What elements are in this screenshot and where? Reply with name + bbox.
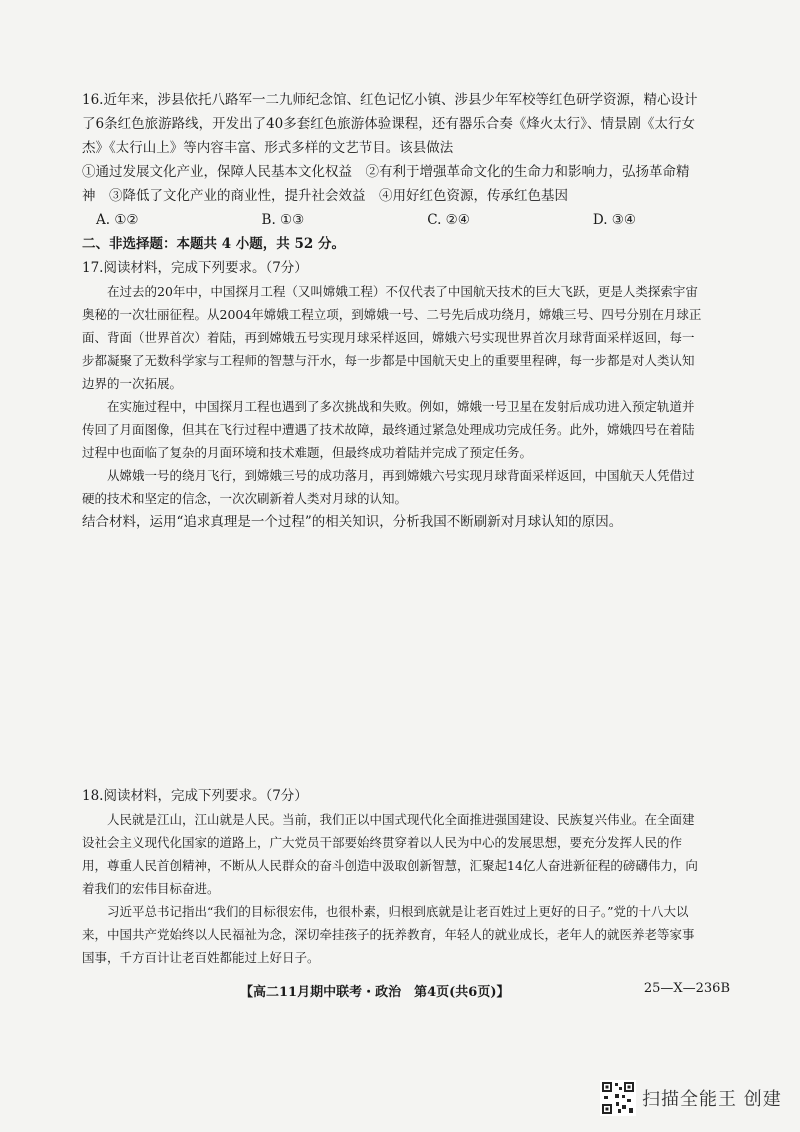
q17-material [82,280,702,510]
q18-stem: 18.阅读材料，完成下列要求。（7分） [82,788,308,804]
q18-paragraph: 习近平总书记指出“我们的目标很宏伟，也很朴素，归根到底就是让老百姓过上更好的日子。”党的十八大以来，中国共产党始终以人民福祉为念，深切牵挂孩子的抚养教育，年轻人的就业成长，老年人的就医养老等家事国事，千方百计让老百姓都能过上好日子。 [82,904,695,965]
scanner-watermark [600,1080,782,1116]
question-16 [82,88,702,232]
q16-option-c: C. ②④ [427,212,470,228]
q17-paragraph: 在过去的20年中，中国探月工程（又叫嫦娥工程）不仅代表了中国航天技术的巨大飞跃，更是人类探索宇宙奥秘的一次壮丽征程。从2004年嫦娥工程立项，到嫦娥一号、二号先后成功绕月，嫦娥三号、四号分别在月球正面、背面（世界首次）着陆，再到嫦娥五号实现月球采样返回，嫦娥六号实现世界首次月球背面采样返回，每一步都凝聚了无数科学家与工程师的智慧与汗水，每一步都是中国航天史上的重要里程碑，每一步都是对人类认知边界的一次拓展。 [82,284,702,391]
question-17 [82,256,702,534]
q16-option-d: D. ③④ [592,212,636,228]
q16-statements: ①通过发展文化产业，保障人民基本文化权益 ②有利于增强革命文化的生命力和影响力，弘扬革命精神 ③降低了文化产业的商业性，提升社会效益 ④用好红色资源，传承红色基因 [82,164,690,204]
q18-paragraph: 人民就是江山，江山就是人民。当前，我们正以中国式现代化全面推进强国建设、民族复兴伟业。在全面建设社会主义现代化国家的道路上，广大党员干部要始终贯穿着以人民为中心的发展思想，要充分发挥人民的作用，尊重人民首创精神，不断从人民群众的奋斗创造中汲取创新智慧，汇聚起14亿人奋进新征程的磅礴伟力，向着我们的宏伟目标奋进。 [82,812,698,896]
question-18 [82,784,702,969]
q17-question: 结合材料，运用“追求真理是一个过程”的相关知识，分析我国不断刷新对月球认知的原因。 [82,514,623,530]
page-footer [240,981,730,1000]
q17-stem: 17.阅读材料，完成下列要求。（7分） [82,260,308,276]
footer-code: 25—X—236B [643,981,730,996]
q16-option-a: A. ①② [96,212,139,228]
section-2-heading: 二、非选择题：本题共 4 小题，共 52 分。 [82,236,345,252]
watermark-text: 扫描全能王 创建 [642,1089,782,1110]
q16-stem: 16.近年来，涉县依托八路军一二九师纪念馆、红色记忆小镇、涉县少年军校等红色研学资源，精心设计了6条红色旅游路线，开发出了40多套红色旅游体验课程，还有器乐合奏《烽火太行》、情景剧《太行女杰》《太行山上》等内容丰富、形式多样的文艺节目。该县做法 [82,92,698,156]
footer-title: 【高二11月期中联考・政治 第4页(共6页)】 [240,985,510,1000]
q18-material [82,808,702,969]
qr-code-icon [600,1080,636,1116]
q16-options [96,208,636,232]
q16-option-b: B. ①③ [261,212,305,228]
q17-paragraph: 在实施过程中，中国探月工程也遇到了多次挑战和失败。例如，嫦娥一号卫星在发射后成功进入预定轨道并传回了月面图像，但其在飞行过程中遭遇了技术故障，最终通过紧急处理成功完成任务。此外，嫦娥四号在着陆过程中也面临了复杂的月面环境和技术难题，但最终成功着陆并完成了预定任务。 [82,399,695,460]
q17-paragraph: 从嫦娥一号的绕月飞行，到嫦娥三号的成功落月，再到嫦娥六号实现月球背面采样返回，中国航天人凭借过硬的技术和坚定的信念，一次次刷新着人类对月球的认知。 [82,468,695,506]
